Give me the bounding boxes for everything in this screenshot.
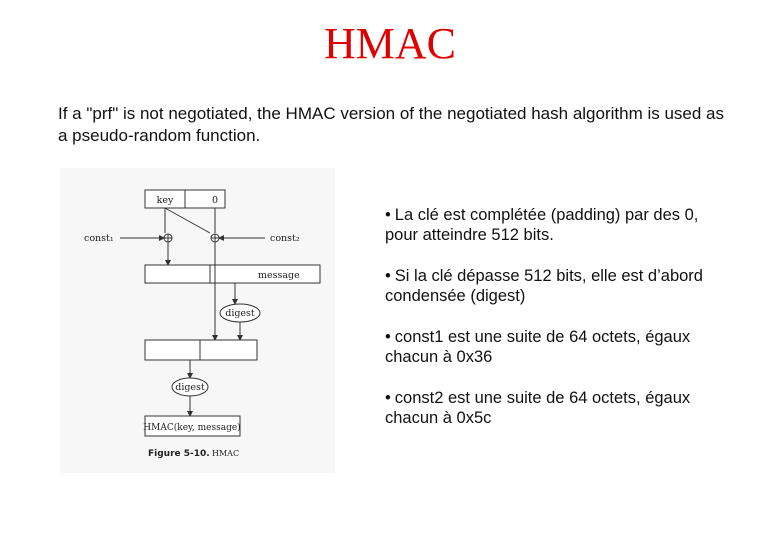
- bullet-text: Si la clé dépasse 512 bits, elle est d’abord condensée (digest): [385, 267, 703, 305]
- bullet-item: [385, 327, 725, 367]
- bullet-text: La clé est complétée (padding) par des 0, pour atteindre 512 bits.: [385, 206, 699, 244]
- bullet-dot: •: [385, 328, 391, 346]
- bullet-dot: •: [385, 267, 391, 285]
- bullet-text: const1 est une suite de 64 octets, égaux chacun à 0x36: [385, 328, 691, 366]
- bullet-dot: •: [385, 389, 391, 407]
- hmac-diagram: [60, 168, 335, 473]
- key-line-cross: [165, 208, 210, 233]
- digest-label-2: digest: [175, 382, 205, 393]
- figure-caption-number: Figure 5-10.: [148, 449, 210, 459]
- intro-paragraph: If a "prf" is not negotiated, the HMAC version of the negotiated hash algorithm is used as a pseudo-random function.: [58, 104, 724, 145]
- zero-label: 0: [211, 195, 219, 206]
- key-label: key: [156, 195, 174, 206]
- hmac-diagram-svg: [60, 168, 335, 473]
- bullet-dot: •: [385, 206, 391, 224]
- slide-title: HMAC: [323, 19, 457, 68]
- bullet-list: [385, 205, 725, 449]
- bullet-item: [385, 205, 725, 245]
- output-label: HMAC(key, message): [143, 423, 241, 433]
- second-box: [145, 340, 257, 360]
- message-label: message: [258, 270, 300, 281]
- bullet-item: [385, 388, 725, 428]
- const2-label: const₂: [270, 233, 300, 244]
- bullet-item: [385, 266, 725, 306]
- bullet-text: const2 est une suite de 64 octets, égaux chacun à 0x5c: [385, 389, 691, 427]
- const1-label: const₁: [84, 233, 114, 244]
- figure-caption-text: HMAC: [212, 449, 240, 458]
- digest-label-1: digest: [225, 308, 255, 319]
